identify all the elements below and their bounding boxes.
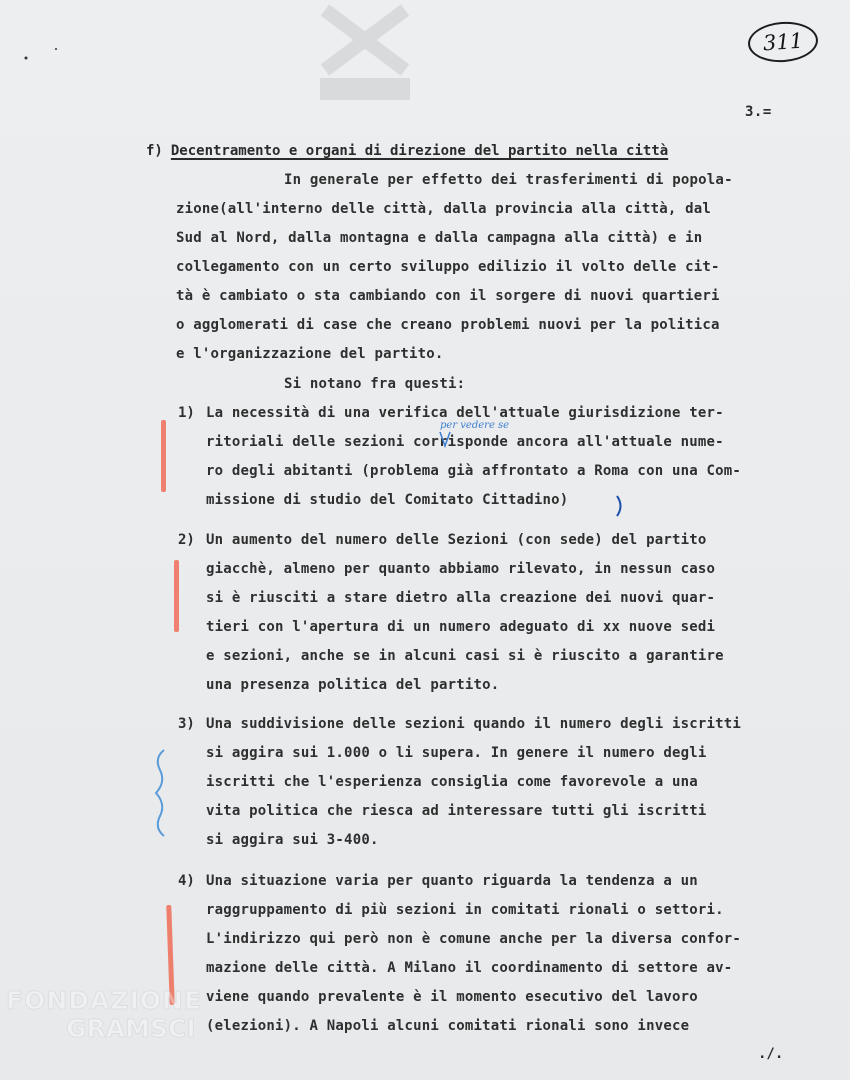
intro-line: o agglomerati di case che creano problemi nuovi per la politica	[176, 317, 720, 333]
watermark-line1: FONDAZIONE	[6, 986, 203, 1015]
item-line: La necessità di una verifica dell'attuale giurisdizione ter-	[206, 405, 724, 421]
item-line: L'indirizzo qui però non è comune anche per la diversa confor-	[206, 931, 741, 947]
item-line: ritoriali delle sezioni corrisponde ancora all'attuale nume-	[206, 434, 724, 450]
item-line: si aggira sui 3-400.	[206, 832, 379, 848]
blue-paren-mark-icon	[614, 494, 626, 518]
intro-line: Sud al Nord, dalla montagna e dalla campagna alla città) e in	[176, 230, 703, 246]
red-margin-mark	[161, 420, 166, 492]
item-line: tieri con l'apertura di un numero adeguato di xx nuove sedi	[206, 619, 716, 635]
item-number: 3)	[178, 716, 195, 732]
item-line: raggruppamento di più sezioni in comitati rionali o settori.	[206, 902, 724, 918]
item-line: Una situazione varia per quanto riguarda la tendenza a un	[206, 873, 698, 889]
section-letter: f)	[146, 143, 163, 159]
notes-lead: Si notano fra questi:	[284, 376, 466, 392]
item-line: si aggira sui 1.000 o li supera. In genere il numero degli	[206, 745, 707, 761]
watermark-line2: GRAMSCI	[66, 1014, 196, 1043]
section-heading	[146, 143, 668, 159]
item-line: giacchè, almeno per quanto abbiamo rilevato, in nessun caso	[206, 561, 716, 577]
item-line: una presenza politica del partito.	[206, 677, 500, 693]
item-line: si è riusciti a stare dietro alla creazione dei nuovi quar-	[206, 590, 716, 606]
item-line: viene quando prevalente è il momento esecutivo del lavoro	[206, 989, 698, 1005]
continuation-mark: ./.	[758, 1046, 784, 1062]
item-number: 1)	[178, 405, 195, 421]
page-number: 3.=	[745, 104, 772, 120]
blue-brace-mark-icon	[150, 748, 170, 838]
item-line: (elezioni). A Napoli alcuni comitati rionali sono invece	[206, 1018, 690, 1034]
item-line: missione di studio del Comitato Cittadino)	[206, 492, 569, 508]
intro-line: zione(all'interno delle città, dalla provincia alla città, dal	[176, 201, 711, 217]
intro-line: e l'organizzazione del partito.	[176, 346, 444, 362]
intro-line: In generale per effetto dei trasferimenti di popola-	[284, 172, 733, 188]
insertion-caret-icon	[438, 430, 452, 450]
archive-logo-icon	[300, 0, 430, 110]
item-line: ro degli abitanti (problema già affrontato a Roma con una Com-	[206, 463, 741, 479]
intro-line: collegamento con un certo sviluppo edilizio il volto delle cit-	[176, 259, 720, 275]
item-number: 4)	[178, 873, 195, 889]
handwritten-note: per vedere se	[440, 420, 510, 431]
item-line: mazione delle città. A Milano il coordinamento di settore av-	[206, 960, 733, 976]
archive-number-stamp: 311	[747, 20, 820, 65]
intro-line: tà è cambiato o sta cambiando con il sorgere di nuovi quartieri	[176, 288, 720, 304]
item-line: iscritti che l'esperienza consiglia come favorevole a una	[206, 774, 698, 790]
item-line: e sezioni, anche se in alcuni casi si è riuscito a garantire	[206, 648, 724, 664]
foundation-watermark	[6, 986, 266, 1076]
section-title: Decentramento e organi di direzione del partito nella città	[170, 143, 669, 159]
item-line: Una suddivisione delle sezioni quando il numero degli iscritti	[206, 716, 741, 732]
red-margin-mark	[174, 560, 179, 632]
paper-specks-icon	[22, 46, 62, 66]
item-number: 2)	[178, 532, 195, 548]
item-line: Un aumento del numero delle Sezioni (con sede) del partito	[206, 532, 707, 548]
item-line: vita politica che riesca ad interessare tutti gli iscritti	[206, 803, 707, 819]
